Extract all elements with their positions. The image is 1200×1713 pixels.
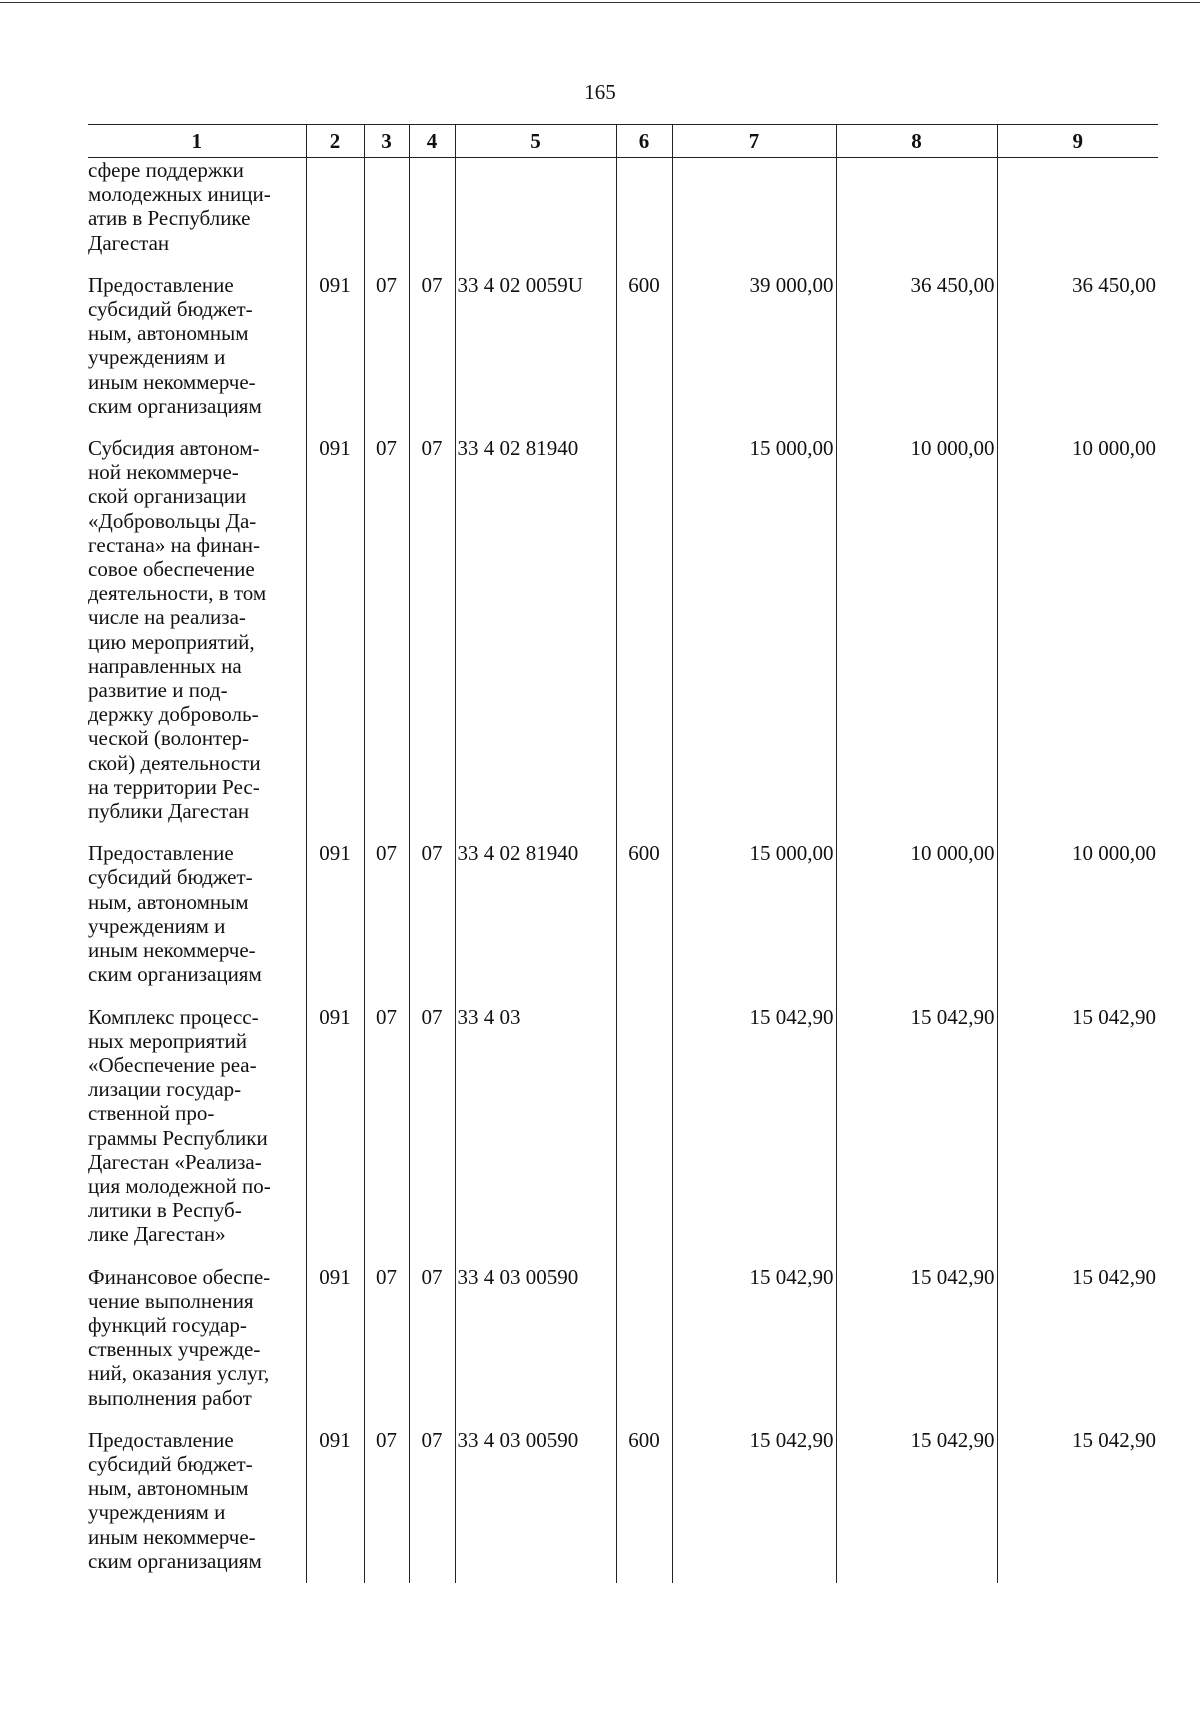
amount-year3-cell [997, 158, 1158, 273]
row-name: Субсидия автоном- ной некоммерче- ской организации «Добровольцы Да- гестана» на финан- совое обеспечение деятельности, в том числе на реализа- цию мероприятий, направленных на развитие и под- держку доброволь- ческой (волонтер- ской) деятельности на территории Рес- публики Дагестан [88, 436, 267, 824]
table-row [88, 841, 1158, 1004]
row-name-cell [88, 1428, 306, 1583]
admin-code-cell: 091 [306, 273, 364, 436]
section-cell: 07 [364, 436, 409, 841]
top-rule [0, 2, 1200, 3]
subsection-cell: 07 [409, 1005, 455, 1265]
admin-code-cell: 091 [306, 1005, 364, 1265]
target-article-cell: 33 4 03 [455, 1005, 616, 1265]
budget-table [88, 124, 1158, 1583]
subsection-cell [409, 158, 455, 273]
amount-year3-cell: 15 042,90 [997, 1428, 1158, 1583]
expense-type-cell [616, 1005, 672, 1265]
admin-code-cell [306, 158, 364, 273]
amount-year1-cell: 15 042,90 [672, 1265, 836, 1428]
header-cell: 2 [306, 125, 364, 158]
target-article-cell: 33 4 03 00590 [455, 1265, 616, 1428]
subsection-cell: 07 [409, 841, 455, 1004]
amount-year1-cell: 15 000,00 [672, 841, 836, 1004]
amount-year2-cell: 10 000,00 [836, 841, 997, 1004]
target-article-cell: 33 4 02 81940 [455, 841, 616, 1004]
header-cell: 7 [672, 125, 836, 158]
row-name: Предоставление субсидий бюджет- ным, автономным учреждениям и иным некоммерче- ским организациям [88, 1427, 262, 1573]
expense-type-cell [616, 436, 672, 841]
amount-year2-cell: 15 042,90 [836, 1005, 997, 1265]
section-cell: 07 [364, 1428, 409, 1583]
row-name-cell [88, 158, 306, 273]
amount-year3-cell: 36 450,00 [997, 273, 1158, 436]
amount-year2-cell: 15 042,90 [836, 1265, 997, 1428]
row-name: Предоставление субсидий бюджет- ным, автономным учреждениям и иным некоммерче- ским организациям [88, 841, 262, 987]
amount-year1-cell: 39 000,00 [672, 273, 836, 436]
table-row [88, 436, 1158, 841]
row-name-cell [88, 436, 306, 841]
header-cell: 3 [364, 125, 409, 158]
section-cell: 07 [364, 273, 409, 436]
target-article-cell: 33 4 02 81940 [455, 436, 616, 841]
target-article-cell: 33 4 02 0059U [455, 273, 616, 436]
amount-year2-cell [836, 158, 997, 273]
table-row [88, 1005, 1158, 1265]
row-name: Предоставление субсидий бюджет- ным, автономным учреждениям и иным некоммерче- ским организациям [88, 272, 262, 418]
admin-code-cell: 091 [306, 436, 364, 841]
expense-type-cell [616, 158, 672, 273]
header-row [88, 125, 1158, 158]
amount-year2-cell: 15 042,90 [836, 1428, 997, 1583]
target-article-cell: 33 4 03 00590 [455, 1428, 616, 1583]
table-row [88, 158, 1158, 273]
amount-year3-cell: 10 000,00 [997, 436, 1158, 841]
row-name: сфере поддержки молодежных иници- атив в Республике Дагестан [88, 158, 271, 255]
subsection-cell: 07 [409, 1428, 455, 1583]
amount-year1-cell [672, 158, 836, 273]
target-article-cell [455, 158, 616, 273]
admin-code-cell: 091 [306, 1428, 364, 1583]
table-row [88, 273, 1158, 436]
header-cell: 5 [455, 125, 616, 158]
section-cell: 07 [364, 1265, 409, 1428]
header-cell: 4 [409, 125, 455, 158]
amount-year2-cell: 10 000,00 [836, 436, 997, 841]
subsection-cell: 07 [409, 273, 455, 436]
section-cell: 07 [364, 841, 409, 1004]
row-name-cell [88, 1005, 306, 1265]
amount-year1-cell: 15 042,90 [672, 1005, 836, 1265]
table-row [88, 1265, 1158, 1428]
amount-year3-cell: 10 000,00 [997, 841, 1158, 1004]
expense-type-cell [616, 1265, 672, 1428]
expense-type-cell: 600 [616, 1428, 672, 1583]
header-cell: 9 [997, 125, 1158, 158]
header-cell: 8 [836, 125, 997, 158]
row-name-cell [88, 1265, 306, 1428]
section-cell [364, 158, 409, 273]
expense-type-cell: 600 [616, 273, 672, 436]
row-name-cell [88, 273, 306, 436]
subsection-cell: 07 [409, 1265, 455, 1428]
header-cell: 1 [88, 125, 306, 158]
amount-year3-cell: 15 042,90 [997, 1005, 1158, 1265]
amount-year1-cell: 15 000,00 [672, 436, 836, 841]
amount-year2-cell: 36 450,00 [836, 273, 997, 436]
section-cell: 07 [364, 1005, 409, 1265]
header-cell: 6 [616, 125, 672, 158]
amount-year1-cell: 15 042,90 [672, 1428, 836, 1583]
subsection-cell: 07 [409, 436, 455, 841]
admin-code-cell: 091 [306, 1265, 364, 1428]
row-name: Финансовое обеспе- чение выполнения функций государ- ственных учрежде- ний, оказания услуг, выполнения работ [88, 1264, 271, 1410]
amount-year3-cell: 15 042,90 [997, 1265, 1158, 1428]
table-row [88, 1428, 1158, 1583]
row-name: Комплекс процесс- ных мероприятий «Обеспечение реа- лизации государ- ственной про- граммы Республики Дагестан «Реализа- ция молодежной по- литики в Респуб- лике Дагестан» [88, 1004, 271, 1247]
row-name-cell [88, 841, 306, 1004]
expense-type-cell: 600 [616, 841, 672, 1004]
admin-code-cell: 091 [306, 841, 364, 1004]
page-number: 165 [584, 80, 616, 104]
